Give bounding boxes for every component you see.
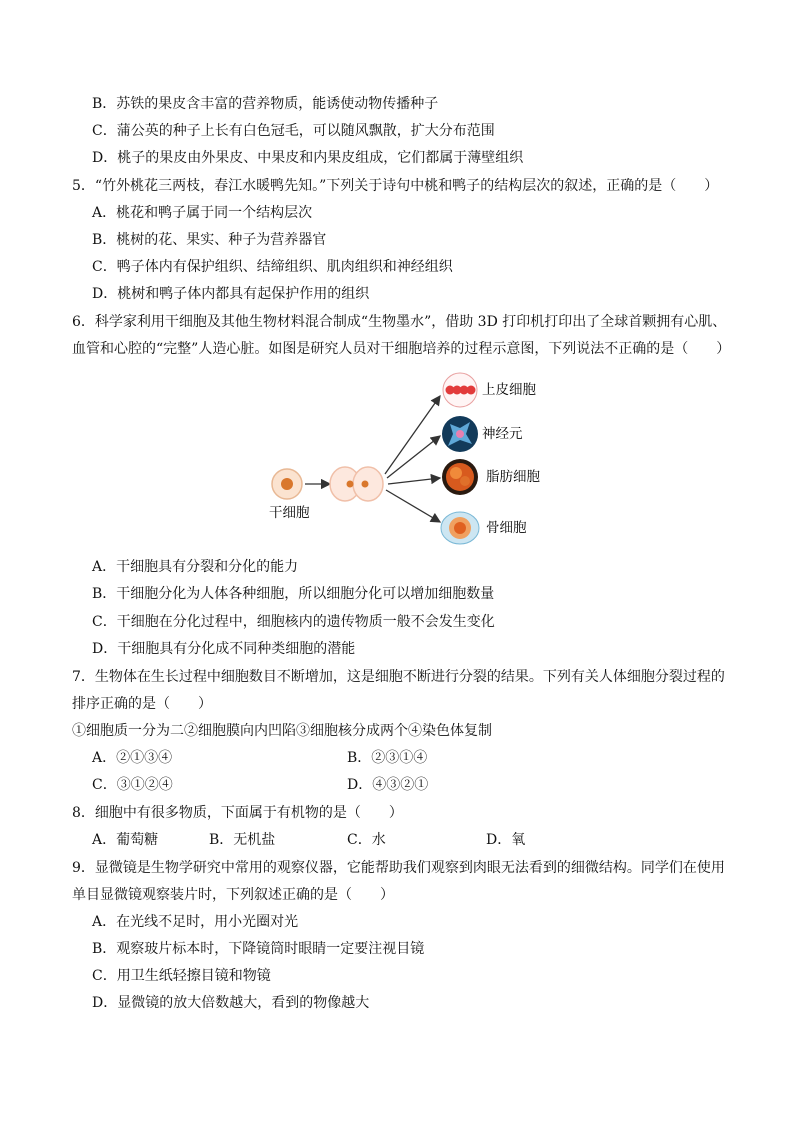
q7-option-c: C．③①②④	[92, 777, 173, 793]
q9-stem-line1: 9．显微镜是生物学研究中常用的观察仪器，它能帮助我们观察到肉眼无法看到的细微结构。同学们在使用	[72, 860, 725, 876]
q6-option-d: D．干细胞具有分化成不同种类细胞的潜能	[92, 641, 356, 657]
q7-stem-line1: 7．生物体在生长过程中细胞数目不断增加，这是细胞不断进行分裂的结果。下列有关人体细胞分裂过程的	[72, 669, 725, 685]
neuron-icon	[442, 416, 478, 452]
q5-option-d: D．桃树和鸭子体内都具有起保护作用的组织	[92, 286, 370, 302]
q7-steps: ①细胞质一分为二②细胞膜向内凹陷③细胞核分成两个④染色体复制	[72, 723, 492, 739]
q8-option-c: C．水	[347, 832, 386, 848]
q9-option-b: B．观察玻片标本时，下降镜筒时眼睛一定要注视目镜	[92, 941, 425, 957]
q5-option-c: C．鸭子体内有保护组织、结缔组织、肌肉组织和神经组织	[92, 259, 453, 275]
stem-cell-diagram	[250, 366, 570, 552]
q5-option-b: B．桃树的花、果实、种子为营养器官	[92, 232, 327, 248]
arrow-to-epithelial	[385, 396, 440, 474]
arrow-to-fat	[388, 478, 440, 484]
q6-option-c: C．干细胞在分化过程中，细胞核内的遗传物质一般不会发生变化	[92, 614, 495, 630]
stem-cell-icon	[272, 469, 302, 499]
q7-option-b: B．②③①④	[347, 750, 428, 766]
stem-cell-diagram-svg	[250, 366, 570, 552]
q4-option-c: C．蒲公英的种子上长有白色冠毛，可以随风飘散，扩大分布范围	[92, 123, 495, 139]
label-epithelial: 上皮细胞	[482, 382, 536, 398]
q6-stem-line1: 6．科学家利用干细胞及其他生物材料混合制成“生物墨水”，借助 3D 打印机打印出了全球首颗拥有心肌、	[72, 314, 727, 330]
q4-option-b: B．苏铁的果皮含丰富的营养物质，能诱使动物传播种子	[92, 96, 439, 112]
q7-stem-line2: 排序正确的是（ ）	[72, 696, 212, 712]
label-stem-cell: 干细胞	[269, 505, 310, 521]
q9-option-c: C．用卫生纸轻擦目镜和物镜	[92, 968, 271, 984]
q7-option-a: A．②①③④	[92, 750, 173, 766]
q5-option-a: A．桃花和鸭子属于同一个结构层次	[92, 205, 313, 221]
arrow-to-neuron	[387, 436, 440, 478]
epithelial-cell-icon	[443, 373, 477, 407]
q4-option-d: D．桃子的果皮由外果皮、中果皮和内果皮组成，它们都属于薄壁组织	[92, 150, 524, 166]
label-bone: 骨细胞	[486, 520, 527, 536]
q6-stem-line2: 血管和心腔的“完整”人造心脏。如图是研究人员对干细胞培养的过程示意图，下列说法不正确的是（ ）	[72, 341, 731, 357]
q5-stem: 5．“竹外桃花三两枝，春江水暖鸭先知。”下列关于诗句中桃和鸭子的结构层次的叙述，正确的是（ ）	[72, 178, 719, 194]
dividing-cell-icon	[330, 467, 383, 501]
fat-cell-icon	[442, 459, 478, 495]
q6-option-a: A．干细胞具有分裂和分化的能力	[92, 559, 299, 575]
arrow-to-bone	[386, 490, 440, 522]
q8-option-b: B．无机盐	[209, 832, 276, 848]
q8-stem: 8．细胞中有很多物质，下面属于有机物的是（ ）	[72, 805, 403, 821]
q9-stem-line2: 单目显微镜观察装片时，下列叙述正确的是（ ）	[72, 887, 394, 903]
q9-option-a: A．在光线不足时，用小光圈对光	[92, 914, 299, 930]
q8-option-d: D．氧	[486, 832, 526, 848]
q7-option-d: D．④③②①	[347, 777, 429, 793]
q8-option-a: A．葡萄糖	[92, 832, 159, 848]
q9-option-d: D．显微镜的放大倍数越大，看到的物像越大	[92, 995, 370, 1011]
label-fat: 脂肪细胞	[486, 469, 540, 485]
q6-option-b: B．干细胞分化为人体各种细胞，所以细胞分化可以增加细胞数量	[92, 586, 495, 602]
label-neuron: 神经元	[482, 426, 523, 442]
bone-cell-icon	[441, 512, 479, 544]
